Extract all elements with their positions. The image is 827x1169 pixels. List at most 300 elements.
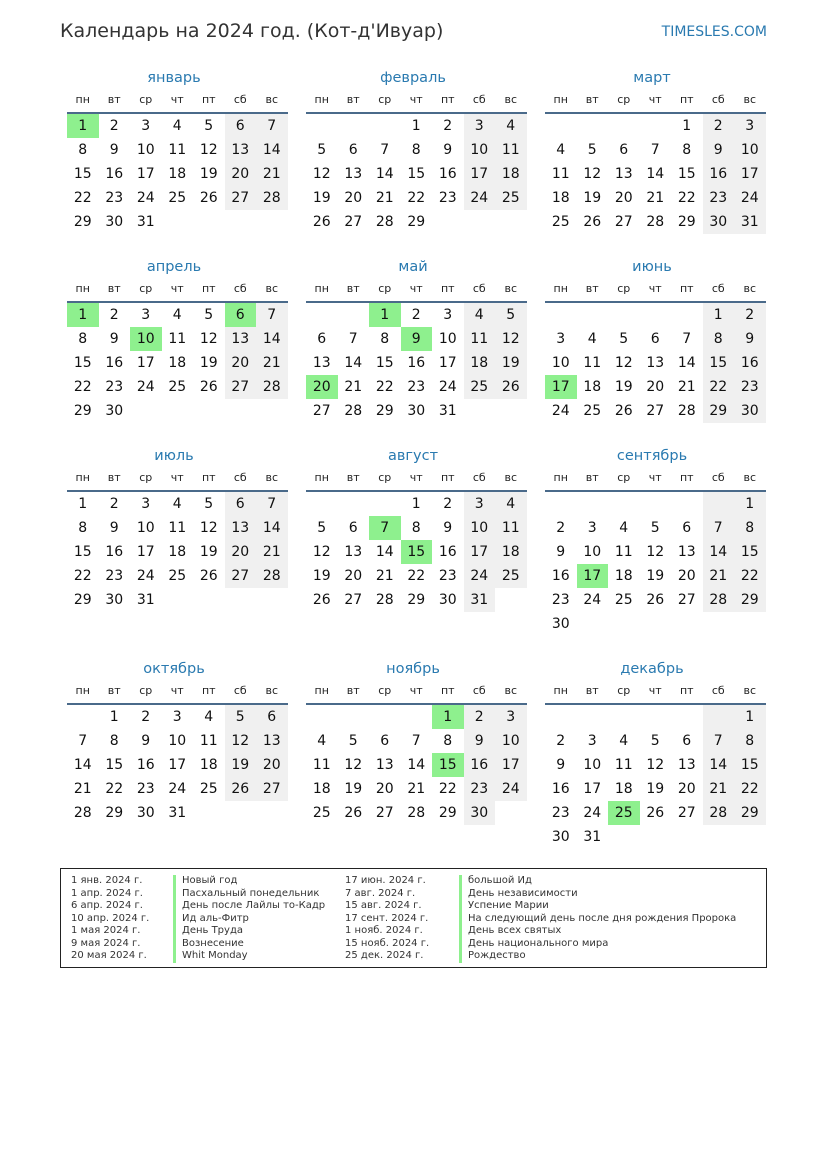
day-cell[interactable]: 23 — [136, 781, 155, 797]
day-cell[interactable]: 3 — [172, 709, 182, 725]
day-cell[interactable]: 1 — [432, 705, 464, 729]
day-cell[interactable]: 10 — [136, 520, 155, 536]
day-cell[interactable]: 7 — [703, 729, 735, 753]
day-cell[interactable]: 16 — [464, 753, 496, 777]
day-cell[interactable]: 4 — [556, 142, 566, 158]
day-cell[interactable]: 15 — [73, 166, 92, 182]
day-cell[interactable]: 21 — [677, 379, 696, 395]
day-cell[interactable]: 25 — [168, 568, 187, 584]
day-cell[interactable]: 26 — [312, 214, 331, 230]
day-cell[interactable]: 14 — [646, 166, 665, 182]
day-cell[interactable]: 29 — [407, 592, 426, 608]
day-cell[interactable]: 15 — [703, 351, 735, 375]
day-cell[interactable]: 12 — [646, 544, 665, 560]
day-cell[interactable]: 4 — [172, 307, 182, 323]
day-cell[interactable]: 11 — [168, 331, 187, 347]
day-cell[interactable]: 27 — [344, 214, 363, 230]
day-cell[interactable]: 22 — [375, 379, 394, 395]
day-cell[interactable]: 22 — [73, 568, 92, 584]
day-cell[interactable]: 5 — [204, 307, 214, 323]
day-cell[interactable]: 3 — [464, 114, 496, 138]
day-cell[interactable]: 21 — [73, 781, 92, 797]
day-cell[interactable]: 15 — [73, 355, 92, 371]
day-cell[interactable]: 30 — [105, 214, 124, 230]
day-cell[interactable]: 17 — [577, 564, 609, 588]
day-cell[interactable]: 17 — [464, 540, 496, 564]
day-cell[interactable]: 29 — [73, 214, 92, 230]
day-cell[interactable]: 28 — [407, 805, 426, 821]
day-cell[interactable]: 17 — [168, 757, 187, 773]
day-cell[interactable]: 28 — [375, 214, 394, 230]
day-cell[interactable]: 26 — [646, 592, 665, 608]
day-cell[interactable]: 9 — [443, 520, 453, 536]
day-cell[interactable]: 8 — [682, 142, 692, 158]
day-cell[interactable]: 26 — [614, 403, 633, 419]
day-cell[interactable]: 9 — [556, 544, 566, 560]
day-cell[interactable]: 10 — [136, 142, 155, 158]
day-cell[interactable]: 3 — [495, 705, 527, 729]
day-cell[interactable]: 8 — [109, 733, 119, 749]
day-cell[interactable]: 19 — [312, 190, 331, 206]
day-cell[interactable]: 18 — [614, 781, 633, 797]
day-cell[interactable]: 12 — [312, 166, 331, 182]
day-cell[interactable]: 31 — [464, 588, 496, 612]
day-cell[interactable]: 2 — [703, 114, 735, 138]
day-cell[interactable]: 30 — [703, 210, 735, 234]
day-cell[interactable]: 7 — [682, 331, 692, 347]
day-cell[interactable]: 1 — [67, 114, 99, 138]
day-cell[interactable]: 3 — [587, 520, 597, 536]
day-cell[interactable]: 1 — [78, 496, 88, 512]
day-cell[interactable]: 7 — [78, 733, 88, 749]
day-cell[interactable]: 16 — [734, 351, 766, 375]
day-cell[interactable]: 11 — [464, 327, 496, 351]
day-cell[interactable]: 6 — [682, 733, 692, 749]
day-cell[interactable]: 13 — [646, 355, 665, 371]
day-cell[interactable]: 12 — [199, 142, 218, 158]
day-cell[interactable]: 13 — [225, 516, 257, 540]
day-cell[interactable]: 19 — [225, 753, 257, 777]
day-cell[interactable]: 7 — [650, 142, 660, 158]
day-cell[interactable]: 9 — [556, 757, 566, 773]
day-cell[interactable]: 24 — [583, 805, 602, 821]
day-cell[interactable]: 9 — [443, 142, 453, 158]
day-cell[interactable]: 16 — [105, 166, 124, 182]
day-cell[interactable]: 25 — [312, 805, 331, 821]
day-cell[interactable]: 6 — [348, 520, 358, 536]
day-cell[interactable]: 16 — [551, 568, 570, 584]
day-cell[interactable]: 10 — [583, 544, 602, 560]
day-cell[interactable]: 7 — [411, 733, 421, 749]
day-cell[interactable]: 11 — [495, 516, 527, 540]
day-cell[interactable]: 16 — [703, 162, 735, 186]
day-cell[interactable]: 28 — [703, 801, 735, 825]
day-cell[interactable]: 19 — [646, 568, 665, 584]
day-cell[interactable]: 10 — [464, 138, 496, 162]
day-cell[interactable]: 1 — [734, 705, 766, 729]
day-cell[interactable]: 20 — [614, 190, 633, 206]
day-cell[interactable]: 1 — [703, 303, 735, 327]
day-cell[interactable]: 13 — [344, 166, 363, 182]
day-cell[interactable]: 29 — [438, 805, 457, 821]
day-cell[interactable]: 20 — [225, 162, 257, 186]
day-cell[interactable]: 28 — [375, 592, 394, 608]
day-cell[interactable]: 30 — [438, 592, 457, 608]
day-cell[interactable]: 12 — [583, 166, 602, 182]
day-cell[interactable]: 1 — [411, 496, 421, 512]
day-cell[interactable]: 31 — [136, 592, 155, 608]
day-cell[interactable]: 22 — [703, 375, 735, 399]
day-cell[interactable]: 22 — [73, 190, 92, 206]
day-cell[interactable]: 20 — [677, 781, 696, 797]
day-cell[interactable]: 8 — [734, 729, 766, 753]
day-cell[interactable]: 27 — [677, 805, 696, 821]
day-cell[interactable]: 26 — [199, 190, 218, 206]
day-cell[interactable]: 20 — [344, 190, 363, 206]
day-cell[interactable]: 17 — [583, 781, 602, 797]
day-cell[interactable]: 8 — [411, 520, 421, 536]
day-cell[interactable]: 12 — [199, 520, 218, 536]
day-cell[interactable]: 22 — [73, 379, 92, 395]
day-cell[interactable]: 12 — [646, 757, 665, 773]
day-cell[interactable]: 27 — [375, 805, 394, 821]
day-cell[interactable]: 8 — [78, 520, 88, 536]
day-cell[interactable]: 11 — [199, 733, 218, 749]
day-cell[interactable]: 15 — [677, 166, 696, 182]
day-cell[interactable]: 11 — [495, 138, 527, 162]
day-cell[interactable]: 4 — [172, 496, 182, 512]
day-cell[interactable]: 6 — [619, 142, 629, 158]
day-cell[interactable]: 7 — [256, 114, 288, 138]
day-cell[interactable]: 8 — [703, 327, 735, 351]
day-cell[interactable]: 9 — [464, 729, 496, 753]
day-cell[interactable]: 5 — [495, 303, 527, 327]
day-cell[interactable]: 10 — [583, 757, 602, 773]
day-cell[interactable]: 6 — [317, 331, 327, 347]
day-cell[interactable]: 1 — [734, 492, 766, 516]
day-cell[interactable]: 20 — [677, 568, 696, 584]
day-cell[interactable]: 29 — [703, 399, 735, 423]
day-cell[interactable]: 15 — [734, 753, 766, 777]
day-cell[interactable]: 16 — [438, 166, 457, 182]
day-cell[interactable]: 5 — [650, 520, 660, 536]
day-cell[interactable]: 27 — [677, 592, 696, 608]
day-cell[interactable]: 19 — [199, 355, 218, 371]
day-cell[interactable]: 30 — [464, 801, 496, 825]
day-cell[interactable]: 24 — [136, 568, 155, 584]
day-cell[interactable]: 23 — [464, 777, 496, 801]
day-cell[interactable]: 9 — [109, 331, 119, 347]
day-cell[interactable]: 17 — [464, 162, 496, 186]
day-cell[interactable]: 7 — [380, 142, 390, 158]
day-cell[interactable]: 28 — [703, 588, 735, 612]
day-cell[interactable]: 23 — [105, 568, 124, 584]
day-cell[interactable]: 21 — [344, 379, 363, 395]
day-cell[interactable]: 10 — [438, 331, 457, 347]
day-cell[interactable]: 18 — [495, 162, 527, 186]
day-cell[interactable]: 18 — [168, 166, 187, 182]
day-cell[interactable]: 3 — [141, 496, 151, 512]
day-cell[interactable]: 5 — [204, 118, 214, 134]
day-cell[interactable]: 8 — [734, 516, 766, 540]
day-cell[interactable]: 14 — [375, 166, 394, 182]
day-cell[interactable]: 17 — [734, 162, 766, 186]
site-link[interactable]: TIMESLES.COM — [661, 24, 767, 40]
day-cell[interactable]: 2 — [109, 307, 119, 323]
day-cell[interactable]: 26 — [344, 805, 363, 821]
day-cell[interactable]: 9 — [141, 733, 151, 749]
day-cell[interactable]: 26 — [312, 592, 331, 608]
day-cell[interactable]: 25 — [495, 564, 527, 588]
day-cell[interactable]: 1 — [411, 118, 421, 134]
day-cell[interactable]: 23 — [105, 379, 124, 395]
day-cell[interactable]: 8 — [443, 733, 453, 749]
day-cell[interactable]: 24 — [495, 777, 527, 801]
day-cell[interactable]: 25 — [464, 375, 496, 399]
day-cell[interactable]: 27 — [256, 777, 288, 801]
day-cell[interactable]: 5 — [225, 705, 257, 729]
day-cell[interactable]: 6 — [225, 114, 257, 138]
day-cell[interactable]: 6 — [225, 303, 257, 327]
day-cell[interactable]: 23 — [438, 568, 457, 584]
day-cell[interactable]: 16 — [105, 544, 124, 560]
day-cell[interactable]: 3 — [556, 331, 566, 347]
day-cell[interactable]: 25 — [614, 592, 633, 608]
day-cell[interactable]: 15 — [734, 540, 766, 564]
day-cell[interactable]: 8 — [78, 142, 88, 158]
day-cell[interactable]: 27 — [225, 375, 257, 399]
day-cell[interactable]: 11 — [583, 355, 602, 371]
day-cell[interactable]: 14 — [375, 544, 394, 560]
day-cell[interactable]: 21 — [375, 568, 394, 584]
day-cell[interactable]: 7 — [703, 516, 735, 540]
day-cell[interactable]: 10 — [168, 733, 187, 749]
day-cell[interactable]: 5 — [317, 142, 327, 158]
day-cell[interactable]: 22 — [734, 564, 766, 588]
day-cell[interactable]: 18 — [464, 351, 496, 375]
day-cell[interactable]: 27 — [312, 403, 331, 419]
day-cell[interactable]: 30 — [407, 403, 426, 419]
day-cell[interactable]: 2 — [443, 496, 453, 512]
day-cell[interactable]: 24 — [464, 186, 496, 210]
day-cell[interactable]: 18 — [312, 781, 331, 797]
day-cell[interactable]: 18 — [551, 190, 570, 206]
day-cell[interactable]: 3 — [464, 492, 496, 516]
day-cell[interactable]: 20 — [306, 375, 338, 399]
day-cell[interactable]: 4 — [495, 492, 527, 516]
day-cell[interactable]: 27 — [225, 564, 257, 588]
day-cell[interactable]: 10 — [551, 355, 570, 371]
day-cell[interactable]: 1 — [682, 118, 692, 134]
day-cell[interactable]: 7 — [256, 492, 288, 516]
day-cell[interactable]: 31 — [438, 403, 457, 419]
day-cell[interactable]: 5 — [204, 496, 214, 512]
day-cell[interactable]: 25 — [168, 379, 187, 395]
day-cell[interactable]: 15 — [407, 166, 426, 182]
day-cell[interactable]: 29 — [734, 801, 766, 825]
day-cell[interactable]: 2 — [141, 709, 151, 725]
day-cell[interactable]: 5 — [650, 733, 660, 749]
day-cell[interactable]: 15 — [432, 753, 464, 777]
day-cell[interactable]: 26 — [199, 568, 218, 584]
day-cell[interactable]: 16 — [136, 757, 155, 773]
day-cell[interactable]: 11 — [312, 757, 331, 773]
day-cell[interactable]: 17 — [136, 544, 155, 560]
day-cell[interactable]: 23 — [734, 375, 766, 399]
day-cell[interactable]: 3 — [734, 114, 766, 138]
day-cell[interactable]: 2 — [109, 118, 119, 134]
day-cell[interactable]: 25 — [551, 214, 570, 230]
day-cell[interactable]: 1 — [67, 303, 99, 327]
day-cell[interactable]: 14 — [677, 355, 696, 371]
day-cell[interactable]: 15 — [105, 757, 124, 773]
day-cell[interactable]: 21 — [646, 190, 665, 206]
day-cell[interactable]: 25 — [583, 403, 602, 419]
day-cell[interactable]: 3 — [141, 307, 151, 323]
day-cell[interactable]: 14 — [256, 327, 288, 351]
day-cell[interactable]: 19 — [646, 781, 665, 797]
day-cell[interactable]: 9 — [401, 327, 433, 351]
day-cell[interactable]: 13 — [225, 138, 257, 162]
day-cell[interactable]: 2 — [556, 520, 566, 536]
day-cell[interactable]: 4 — [619, 520, 629, 536]
day-cell[interactable]: 17 — [545, 375, 577, 399]
day-cell[interactable]: 6 — [225, 492, 257, 516]
day-cell[interactable]: 19 — [199, 166, 218, 182]
day-cell[interactable]: 21 — [703, 564, 735, 588]
day-cell[interactable]: 13 — [375, 757, 394, 773]
day-cell[interactable]: 25 — [168, 190, 187, 206]
day-cell[interactable]: 19 — [344, 781, 363, 797]
day-cell[interactable]: 28 — [73, 805, 92, 821]
day-cell[interactable]: 23 — [703, 186, 735, 210]
day-cell[interactable]: 18 — [614, 568, 633, 584]
day-cell[interactable]: 11 — [614, 757, 633, 773]
day-cell[interactable]: 12 — [495, 327, 527, 351]
day-cell[interactable]: 29 — [734, 588, 766, 612]
day-cell[interactable]: 20 — [375, 781, 394, 797]
day-cell[interactable]: 6 — [380, 733, 390, 749]
day-cell[interactable]: 10 — [495, 729, 527, 753]
day-cell[interactable]: 7 — [369, 516, 401, 540]
day-cell[interactable]: 24 — [438, 379, 457, 395]
day-cell[interactable]: 19 — [495, 351, 527, 375]
day-cell[interactable]: 24 — [734, 186, 766, 210]
day-cell[interactable]: 27 — [646, 403, 665, 419]
day-cell[interactable]: 23 — [551, 592, 570, 608]
day-cell[interactable]: 18 — [583, 379, 602, 395]
day-cell[interactable]: 16 — [551, 781, 570, 797]
day-cell[interactable]: 21 — [407, 781, 426, 797]
day-cell[interactable]: 13 — [256, 729, 288, 753]
day-cell[interactable]: 20 — [225, 540, 257, 564]
day-cell[interactable]: 11 — [551, 166, 570, 182]
day-cell[interactable]: 16 — [438, 544, 457, 560]
day-cell[interactable]: 2 — [464, 705, 496, 729]
day-cell[interactable]: 2 — [556, 733, 566, 749]
day-cell[interactable]: 17 — [438, 355, 457, 371]
day-cell[interactable]: 29 — [407, 214, 426, 230]
day-cell[interactable]: 12 — [312, 544, 331, 560]
day-cell[interactable]: 6 — [682, 520, 692, 536]
day-cell[interactable]: 13 — [677, 757, 696, 773]
day-cell[interactable]: 22 — [438, 781, 457, 797]
day-cell[interactable]: 3 — [141, 118, 151, 134]
day-cell[interactable]: 21 — [703, 777, 735, 801]
day-cell[interactable]: 6 — [256, 705, 288, 729]
day-cell[interactable]: 16 — [105, 355, 124, 371]
day-cell[interactable]: 14 — [703, 753, 735, 777]
day-cell[interactable]: 6 — [650, 331, 660, 347]
day-cell[interactable]: 24 — [136, 379, 155, 395]
day-cell[interactable]: 4 — [317, 733, 327, 749]
day-cell[interactable]: 27 — [225, 186, 257, 210]
day-cell[interactable]: 14 — [703, 540, 735, 564]
day-cell[interactable]: 18 — [199, 757, 218, 773]
day-cell[interactable]: 31 — [168, 805, 187, 821]
day-cell[interactable]: 18 — [168, 355, 187, 371]
day-cell[interactable]: 20 — [344, 568, 363, 584]
day-cell[interactable]: 3 — [443, 307, 453, 323]
day-cell[interactable]: 8 — [411, 142, 421, 158]
day-cell[interactable]: 24 — [136, 190, 155, 206]
day-cell[interactable]: 9 — [109, 142, 119, 158]
day-cell[interactable]: 4 — [172, 118, 182, 134]
day-cell[interactable]: 14 — [256, 516, 288, 540]
day-cell[interactable]: 2 — [734, 303, 766, 327]
day-cell[interactable]: 22 — [407, 190, 426, 206]
day-cell[interactable]: 26 — [646, 805, 665, 821]
day-cell[interactable]: 5 — [317, 520, 327, 536]
day-cell[interactable]: 10 — [464, 516, 496, 540]
day-cell[interactable]: 26 — [583, 214, 602, 230]
day-cell[interactable]: 24 — [551, 403, 570, 419]
day-cell[interactable]: 7 — [256, 303, 288, 327]
day-cell[interactable]: 23 — [438, 190, 457, 206]
day-cell[interactable]: 28 — [256, 375, 288, 399]
day-cell[interactable]: 12 — [199, 331, 218, 347]
day-cell[interactable]: 5 — [348, 733, 358, 749]
day-cell[interactable]: 30 — [105, 403, 124, 419]
day-cell[interactable]: 22 — [407, 568, 426, 584]
day-cell[interactable]: 17 — [136, 166, 155, 182]
day-cell[interactable]: 30 — [734, 399, 766, 423]
day-cell[interactable]: 15 — [73, 544, 92, 560]
day-cell[interactable]: 16 — [407, 355, 426, 371]
day-cell[interactable]: 21 — [256, 351, 288, 375]
day-cell[interactable]: 28 — [344, 403, 363, 419]
day-cell[interactable]: 30 — [551, 616, 570, 632]
day-cell[interactable]: 12 — [225, 729, 257, 753]
day-cell[interactable]: 28 — [677, 403, 696, 419]
day-cell[interactable]: 21 — [375, 190, 394, 206]
day-cell[interactable]: 13 — [225, 327, 257, 351]
day-cell[interactable]: 26 — [199, 379, 218, 395]
day-cell[interactable]: 17 — [136, 355, 155, 371]
day-cell[interactable]: 20 — [256, 753, 288, 777]
day-cell[interactable]: 11 — [168, 142, 187, 158]
day-cell[interactable]: 15 — [401, 540, 433, 564]
day-cell[interactable]: 14 — [256, 138, 288, 162]
day-cell[interactable]: 30 — [551, 829, 570, 845]
day-cell[interactable]: 26 — [225, 777, 257, 801]
day-cell[interactable]: 29 — [375, 403, 394, 419]
day-cell[interactable]: 13 — [614, 166, 633, 182]
day-cell[interactable]: 27 — [344, 592, 363, 608]
day-cell[interactable]: 30 — [136, 805, 155, 821]
day-cell[interactable]: 13 — [344, 544, 363, 560]
day-cell[interactable]: 29 — [105, 805, 124, 821]
